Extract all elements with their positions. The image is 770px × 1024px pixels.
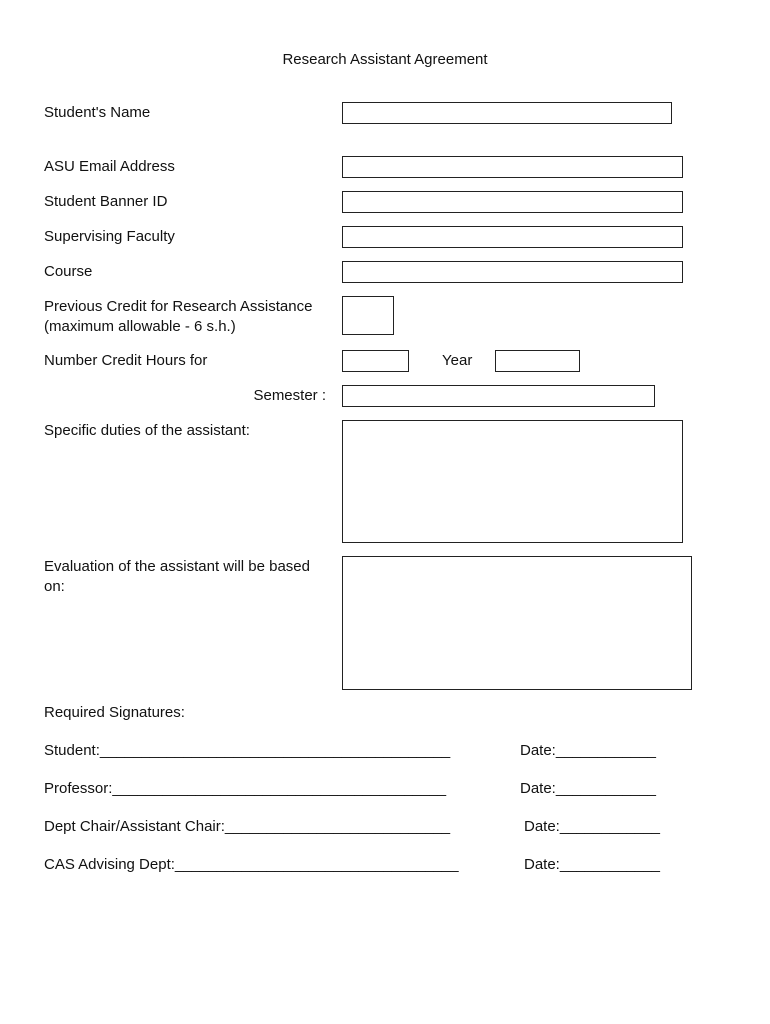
- semester-label: Semester :: [253, 387, 326, 404]
- evaluation-label-line1: Evaluation of the assistant will be based: [44, 558, 310, 575]
- evaluation-label-line2: on:: [44, 578, 65, 595]
- student-date-line[interactable]: Date:____________: [520, 742, 656, 759]
- professor-date-line[interactable]: Date:____________: [520, 780, 656, 797]
- cas-signature-line[interactable]: CAS Advising Dept:__________________________________: [44, 856, 459, 873]
- supervising-faculty-input[interactable]: [342, 226, 683, 248]
- students-name-label: Student's Name: [44, 104, 151, 121]
- evaluation-textarea[interactable]: [342, 556, 692, 690]
- duties-label: Specific duties of the assistant:: [44, 422, 250, 439]
- dept-chair-date-line[interactable]: Date:____________: [524, 818, 660, 835]
- duties-textarea[interactable]: [342, 420, 683, 543]
- course-label: Course: [44, 263, 93, 280]
- student-signature-line[interactable]: Student:__________________________________________: [44, 742, 451, 759]
- banner-id-input[interactable]: [342, 191, 683, 213]
- dept-chair-signature-line[interactable]: Dept Chair/Assistant Chair:___________________________: [44, 818, 451, 835]
- credit-hours-label: Number Credit Hours for: [44, 352, 208, 369]
- previous-credit-label-line2: (maximum allowable - 6 s.h.): [44, 318, 236, 335]
- banner-id-label: Student Banner ID: [44, 193, 168, 210]
- page-title: Research Assistant Agreement: [282, 51, 488, 68]
- asu-email-label: ASU Email Address: [44, 158, 175, 175]
- professor-signature-line[interactable]: Professor:________________________________________: [44, 780, 447, 797]
- students-name-input[interactable]: [342, 102, 672, 124]
- course-input[interactable]: [342, 261, 683, 283]
- semester-input[interactable]: [342, 385, 655, 407]
- cas-date-line[interactable]: Date:____________: [524, 856, 660, 873]
- supervising-faculty-label: Supervising Faculty: [44, 228, 175, 245]
- year-input[interactable]: [495, 350, 580, 372]
- year-label: Year: [442, 352, 473, 369]
- credit-hours-input[interactable]: [342, 350, 409, 372]
- signatures-heading: Required Signatures:: [44, 704, 185, 721]
- previous-credit-label-line1: Previous Credit for Research Assistance: [44, 298, 313, 315]
- asu-email-input[interactable]: [342, 156, 683, 178]
- previous-credit-input[interactable]: [342, 296, 394, 335]
